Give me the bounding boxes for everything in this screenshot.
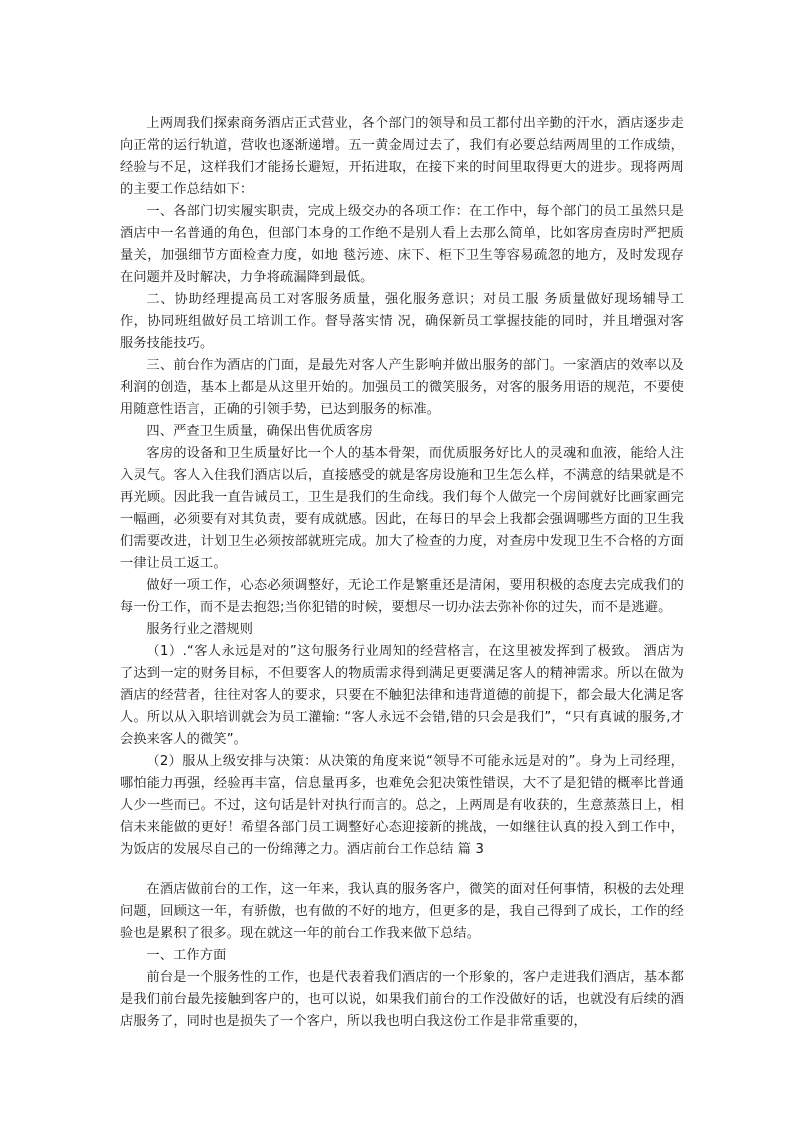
paragraph-rule-2: （2）服从上级安排与决策：从决策的角度来说“领导不可能永远是对的”。身为上司经理，哪怕能力再强，经验再丰富，信息量再多，也难免会犯决策性错误，大不了是犯错的概率比普通人少一些而已。不过，这句话是针对执行而言的。总之，上两周是有收获的，生意蒸蒸日上，相信未来能做的更好！希望各部门员工调整好心态迎接新的挑战，一如继往认真的投入到工作中，为饭店的发展尽自己的一份绵薄之力。酒店前台工作总结 篇 3: [120, 754, 684, 857]
section-heading-rules: 服务行业之潜规则: [146, 622, 254, 637]
paragraph-item-3: 三、前台作为酒店的门面，是最先对客人产生影响并做出服务的部门。一家酒店的效率以及利润的创造，基本上都是从这里开始的。加强员工的微笑服务，对客的服务用语的规范，不要使用随意性语言，正确的引领手势，已达到服务的标准。: [120, 358, 684, 417]
paragraph-attitude: 做好一项工作，心态必须调整好，无论工作是繁重还是清闲，要用积极的态度去完成我们的每一份工作，而不是去抱怨;当你犯错的时候，要想尽一切办法去弥补你的过失，而不是逃避。: [120, 578, 684, 615]
section-heading-work: 一、工作方面: [146, 948, 227, 963]
section-heading-4: 四、严查卫生质量，确保出售优质客房: [146, 424, 374, 439]
paragraph-rule-1: （1）.“客人永远是对的”这句服务行业周知的经营格言，在这里被发挥到了极致。 酒店为了达到一定的财务目标，不但要客人的物质需求得到满足更要满足客人的精神需求。所以在做为酒店的经营者，往往对客人的要求，只要在不触犯法律和违背道德的前提下，都会最大化满足客人。所以从入职培训就会为员工灌输: “客人永远不会错,错的只会是我们”，“只有真诚的服务,才会换来客人的微笑”。: [120, 644, 684, 747]
paragraph-item-1: 一、各部门切实履实职责，完成上级交办的各项工作：在工作中，每个部门的员工虽然只是酒店中一名普通的角色，但部门本身的工作绝不是别人看上去那么简单，比如客房查房时严把质量关，加强细节方面检查力度，如地 毯污迹、床下、柜下卫生等容易疏忽的地方，及时发现存在问题并及时解决，力争将疏漏降到最低。: [120, 204, 684, 285]
paragraph-room-quality: 客房的设备和卫生质量好比一个人的基本骨架，而优质服务好比人的灵魂和血液，能给人注入灵气。客人入住我们酒店以后，直接感受的就是客房设施和卫生怎么样，不满意的结果就是不再光顾。因此我一直告诫员工，卫生是我们的生命线。我们每个人做完一个房间就好比画家画完一幅画，必须要有对其负责，要有成就感。因此，在每日的早会上我都会强调哪些方面的卫生我们需要改进，计划卫生必须按部就班完成。加大了检查的力度，对查房中发现卫生不合格的方面一律让员工返工。: [120, 446, 684, 571]
paragraph-frontdesk-intro: 在酒店做前台的工作，这一年来，我认真的服务客户，微笑的面对任何事情，积极的去处理问题，回顾这一年，有骄傲，也有做的不好的地方，但更多的是，我自己得到了成长，工作的经验也是累积了很多。现在就这一年的前台工作我来做下总结。: [120, 882, 684, 941]
paragraph-intro: 上两周我们探索商务酒店正式营业，各个部门的领导和员工都付出辛勤的汗水，酒店逐步走向正常的运行轨道，营收也逐渐递增。五一黄金周过去了，我们有必要总结两周里的工作成绩，经验与不足，这样我们才能扬长避短，开拓进取，在接下来的时间里取得更大的进步。现将两周的主要工作总结如下：: [120, 116, 684, 197]
paragraph-item-2: 二、协助经理提高员工对客服务质量，强化服务意识；对员工服 务质量做好现场辅导工作，协同班组做好员工培训工作。督导落实情 况，确保新员工掌握技能的同时，并且增强对客服务技能技巧。: [120, 292, 684, 351]
paragraph-frontdesk-work: 前台是一个服务性的工作，也是代表着我们酒店的一个形象的，客户走进我们酒店，基本都是我们前台最先接触到客户的，也可以说，如果我们前台的工作没做好的话，也就没有后续的酒店服务了，同时也是损失了一个客户，所以我也明白我这份工作是非常重要的，: [120, 970, 684, 1029]
section-gap: [120, 861, 684, 879]
